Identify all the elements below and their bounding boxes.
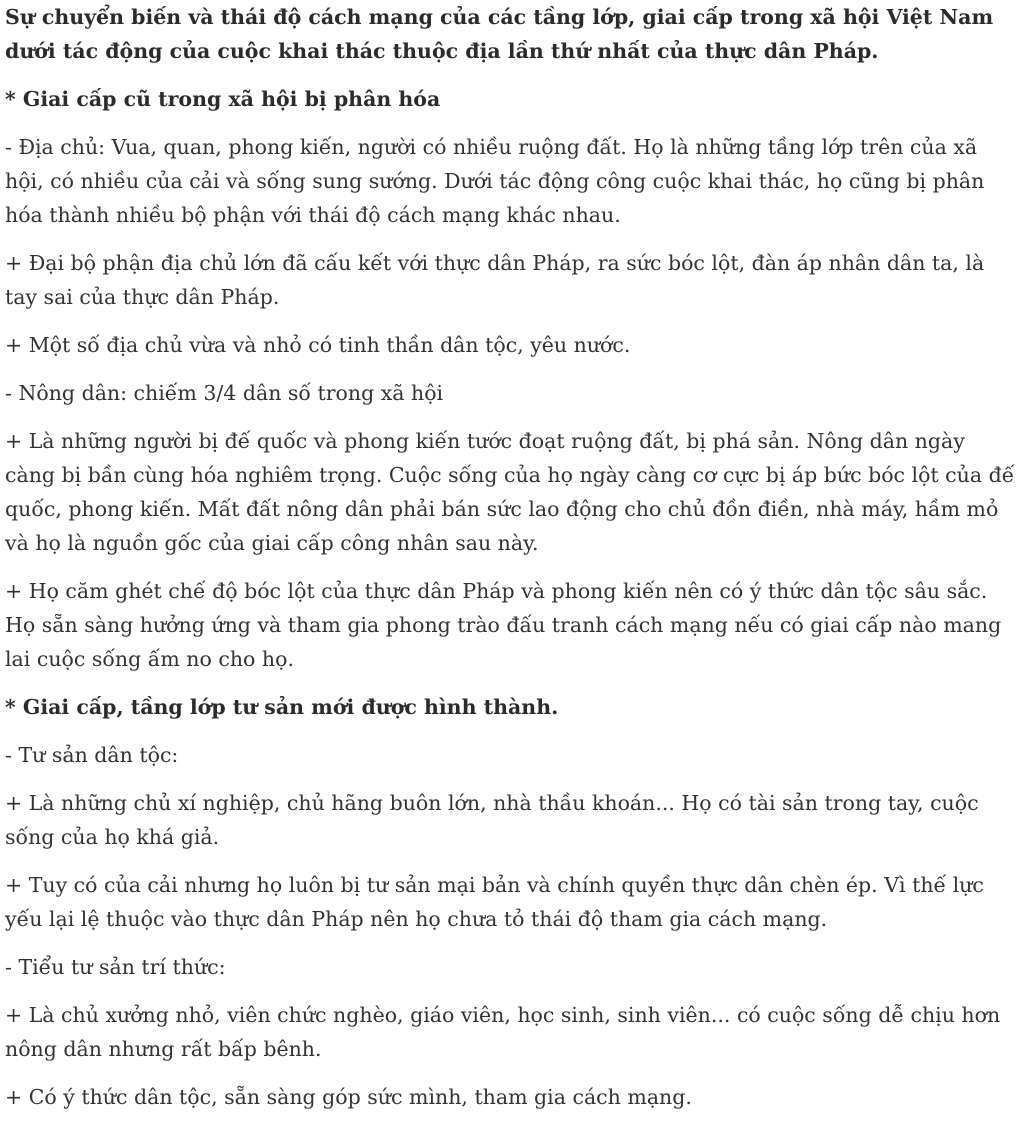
paragraph-peasants-condition: + Là những người bị đế quốc và phong kiến tước đoạt ruộng đất, bị phá sản. Nông dân ngày càng bị bần cùng hóa nghiêm trọng. Cuộc sống của họ ngày càng cơ cực bị áp bức bóc lột của đế quốc, phong kiến. Mất đất nông dân phải bán sức lao động cho chủ đồn điền, nhà máy, hầm mỏ và họ là nguồn gốc của giai cấp công nhân sau này. [5,429,1015,555]
paragraph-landlords: - Địa chủ: Vua, quan, phong kiến, người có nhiều ruộng đất. Họ là những tầng lớp trên của xã hội, có nhiều của cải và sống sung sướng. Dưới tác động công cuộc khai thác, họ cũng bị phân hóa thành nhiều bộ phận với thái độ cách mạng khác nhau. [5,135,985,227]
document-title: Sự chuyển biến và thái độ cách mạng của các tầng lớp, giai cấp trong xã hội Việt Nam dưới tác động của cuộc khai thác thuộc địa lần thứ nhất của thực dân Pháp. [5,5,994,63]
paragraph-petty-bourgeoisie-who: + Là chủ xưởng nhỏ, viên chức nghèo, giáo viên, học sinh, sinh viên... có cuộc sống dễ chịu hơn nông dân nhưng rất bấp bênh. [5,1003,1001,1061]
paragraph-big-landlords: + Đại bộ phận địa chủ lớn đã cấu kết với thực dân Pháp, ra sức bóc lột, đàn áp nhân dân ta, là tay sai của thực dân Pháp. [5,251,985,309]
paragraph-national-bourgeoisie: - Tư sản dân tộc: [5,743,179,767]
paragraph-petty-bourgeoisie-attitude: + Có ý thức dân tộc, sẵn sàng góp sức mình, tham gia cách mạng. [5,1085,692,1109]
paragraph-small-landlords: + Một số địa chủ vừa và nhỏ có tinh thần dân tộc, yêu nước. [5,333,631,357]
paragraph-bourgeoisie-attitude: + Tuy có của cải nhưng họ luôn bị tư sản mại bản và chính quyền thực dân chèn ép. Vì thế lực yếu lại lệ thuộc vào thực dân Pháp nên họ chưa tỏ thái độ tham gia cách mạng. [5,873,984,931]
paragraph-petty-bourgeoisie: - Tiểu tư sản trí thức: [5,955,226,979]
section-heading-new-classes: * Giai cấp, tầng lớp tư sản mới được hình thành. [5,695,559,719]
paragraph-peasants-attitude: + Họ căm ghét chế độ bóc lột của thực dân Pháp và phong kiến nên có ý thức dân tộc sâu sắc. Họ sẵn sàng hưởng ứng và tham gia phong trào đấu tranh cách mạng nếu có giai cấp nào mang lai cuộc sống ấm no cho họ. [5,579,1002,671]
section-heading-old-classes: * Giai cấp cũ trong xã hội bị phân hóa [5,87,441,111]
paragraph-bourgeoisie-who: + Là những chủ xí nghiệp, chủ hãng buôn lớn, nhà thầu khoán... Họ có tài sản trong tay, cuộc sống của họ khá giả. [5,791,979,849]
paragraph-peasants: - Nông dân: chiếm 3/4 dân số trong xã hội [5,381,444,405]
